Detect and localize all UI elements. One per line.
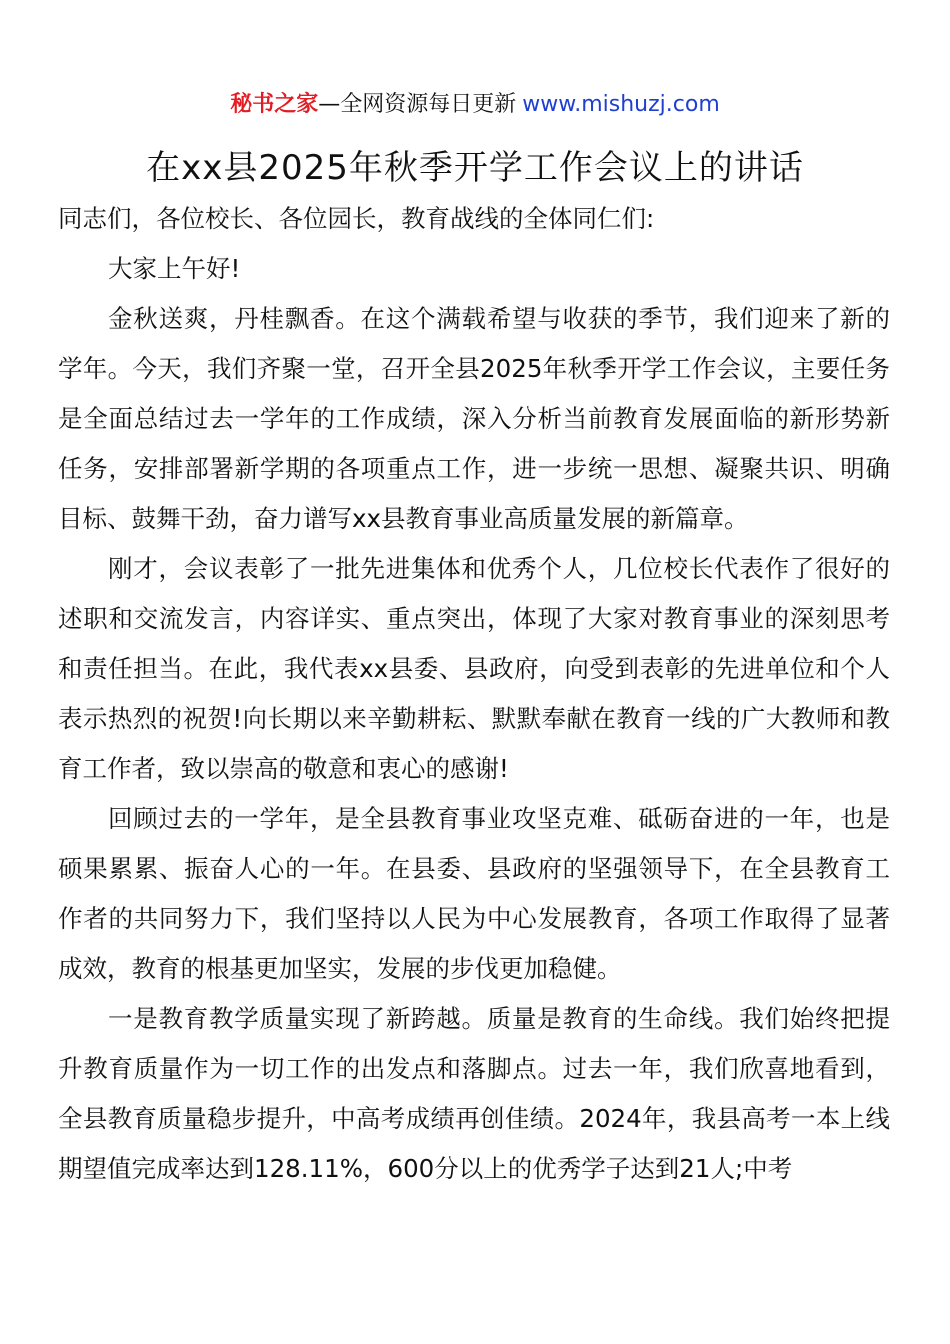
body-paragraph: 一是教育教学质量实现了新跨越。质量是教育的生命线。我们始终把提升教育质量作为一切工作的出发点和落脚点。过去一年，我们欣喜地看到，全县教育质量稳步提升，中高考成绩再创佳绩。2024年，我县高考一本上线期望值完成率达到128.11%，600分以上的优秀学子达到21人;中考 [58, 1004, 890, 1183]
salutation-paragraph: 同志们，各位校长、各位园长，教育战线的全体同仁们: [58, 204, 655, 233]
site-tagline: —全网资源每日更新 [318, 92, 517, 117]
site-header [0, 88, 950, 122]
body-paragraph: 刚才，会议表彰了一批先进集体和优秀个人，几位校长代表作了很好的述职和交流发言，内容详实、重点突出，体现了大家对教育事业的深刻思考和责任担当。在此，我代表xx县委、县政府，向受到表彰的先进单位和个人表示热烈的祝贺!向长期以来辛勤耕耘、默默奉献在教育一线的广大教师和教育工作者，致以崇高的敬意和衷心的感谢! [58, 554, 890, 783]
site-brand: 秘书之家 [230, 92, 319, 117]
document-title: 在xx县2025年秋季开学工作会议上的讲话 [146, 148, 804, 188]
body-paragraph: 金秋送爽，丹桂飘香。在这个满载希望与收获的季节，我们迎来了新的学年。今天，我们齐聚一堂，召开全县2025年秋季开学工作会议，主要任务是全面总结过去一学年的工作成绩，深入分析当前教育发展面临的新形势新任务，安排部署新学期的各项重点工作，进一步统一思想、凝聚共识、明确目标、鼓舞干劲，奋力谱写xx县教育事业高质量发展的新篇章。 [58, 304, 890, 533]
document-body [58, 194, 890, 1194]
site-url-link[interactable]: www.mishuzj.com [522, 92, 720, 117]
greeting-paragraph: 大家上午好! [108, 254, 241, 283]
body-paragraph: 回顾过去的一学年，是全县教育事业攻坚克难、砥砺奋进的一年，也是硕果累累、振奋人心的一年。在县委、县政府的坚强领导下，在全县教育工作者的共同努力下，我们坚持以人民为中心发展教育，各项工作取得了显著成效，教育的根基更加坚实，发展的步伐更加稳健。 [58, 804, 890, 983]
